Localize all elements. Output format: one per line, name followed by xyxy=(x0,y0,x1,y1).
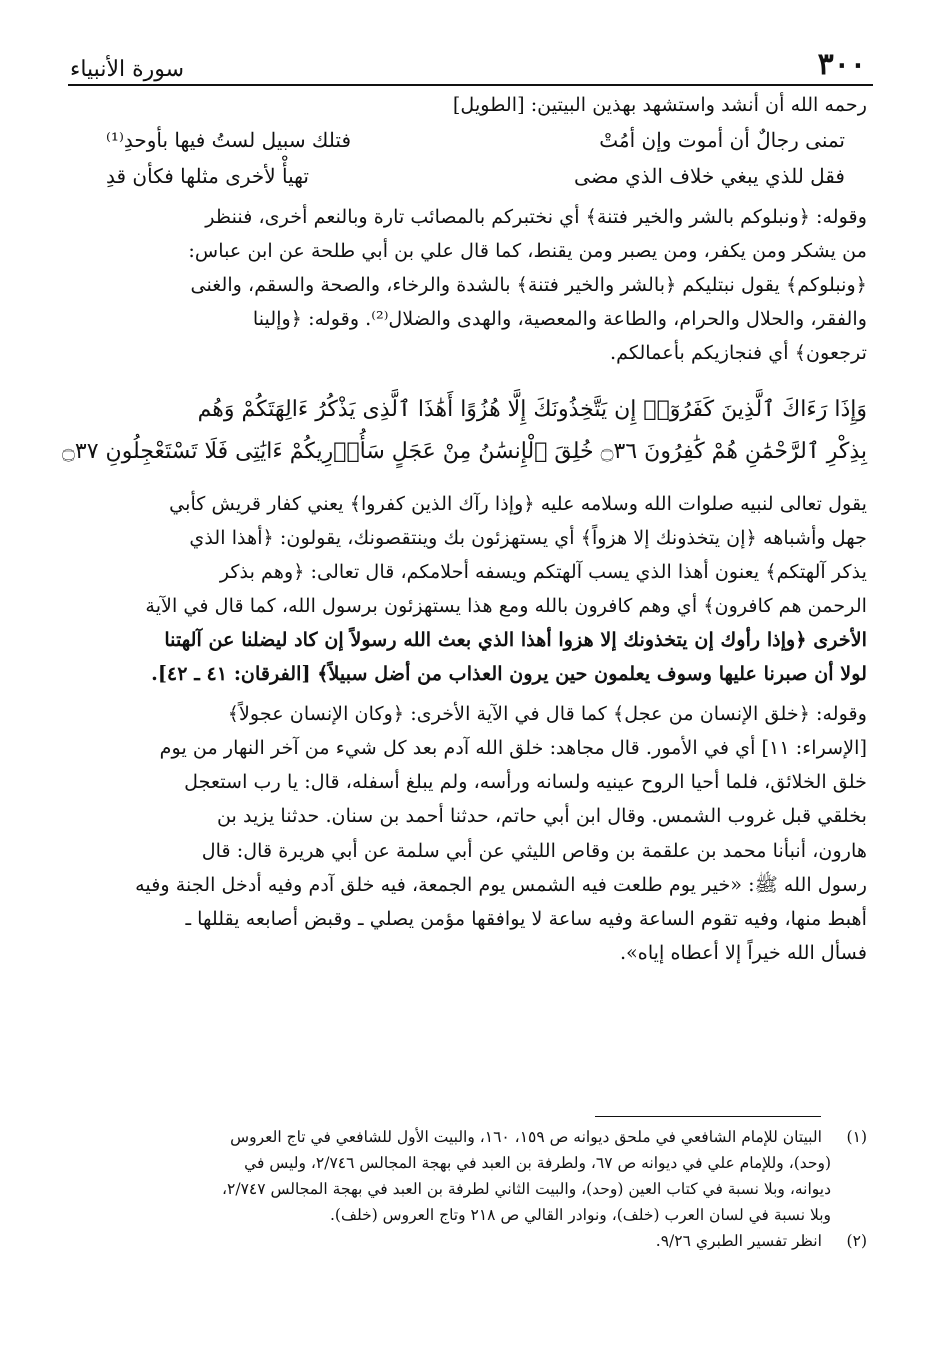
footnote-divider xyxy=(595,1116,821,1117)
poem-hemistich-second: تهيأْ لأخرى مثلها فكأن قدِ xyxy=(106,164,309,189)
footnote-number: (٢) xyxy=(846,1232,867,1250)
paragraph-line: ترجعون﴾ أي فنجازيكم بأعمالكم. xyxy=(610,341,867,365)
paragraph-line: بخلقي قبل غروب الشمس. وقال ابن أبي حاتم، حدثنا أحمد بن سنان. حدثنا يزيد بن xyxy=(216,804,867,828)
footnotes xyxy=(76,1124,867,1254)
paragraph-line: الأخرى ﴿وإذا رأوك إن يتخذونك إلا هزوا أهذا الذي بعث الله رسولاً إن كاد ليضلنا عن آلهتنا xyxy=(164,627,867,651)
paragraph-line: يقول تعالى لنبيه صلوات الله وسلامه عليه ﴿وإذا رآك الذين كفروا﴾ يعني كفار قريش كأبي xyxy=(169,491,867,515)
footnote-line xyxy=(76,1228,867,1254)
paragraph-line: يذكر آلهتكم﴾ يعنون أهذا الذي يسب آلهتكم ويسفه أحلامكم، قال تعالى: ﴿وهم بذكر xyxy=(219,559,867,583)
poem-verse xyxy=(76,158,867,194)
header-divider xyxy=(68,84,873,86)
paragraph-line: من يشكر ومن يكفر، ومن يصبر ومن يقنط، كما قال علي بن أبي طلحة عن ابن عباس: xyxy=(188,239,867,263)
paragraph-line: لولا أن صبرنا عليها وسوف يعلمون حين يرون العذاب من أضل سبيلاً﴾ [الفرقان: ٤١ ـ ٤٢]. xyxy=(151,662,867,686)
poem-hemistich-first: فقل للذي يبغي خلاف الذي مضى xyxy=(574,164,845,189)
poem-hemistich-second: فتلك سبيل لستُ فيها بأوحدِ⁽¹⁾ xyxy=(106,128,352,153)
paragraph-line: رسول الله ﷺ: «خير يوم طلعت فيه الشمس يوم الجمعة، فيه خلق آدم وفيه أدخل الجنة وفيه xyxy=(135,872,867,896)
paragraph-line: فسأل الله خيراً إلا أعطاه إياه». xyxy=(619,940,867,964)
footnote-line: ديوانه، وبلا نسبة في كتاب العين (وحد)، والبيت الثاني لطرفة بن العبد في بهجة المجالس ٢/٧٤٧، xyxy=(222,1180,831,1198)
paragraph-line: [الإسراء: ١١] أي في الأمور. قال مجاهد: خلق الله آدم بعد كل شيء من آخر النهار من يوم xyxy=(159,736,867,760)
surah-title: سورة الأنبياء xyxy=(70,57,185,82)
paragraph-line: جهل وأشباهه ﴿إن يتخذونك إلا هزواً﴾ أي يستهزئون بك وينتقصونك، يقولون: ﴿أهذا الذي xyxy=(189,525,867,549)
poem-hemistich-first: تمنى رجالٌ أن أموت وإن أمُتْ xyxy=(599,128,845,153)
paragraph-line: ﴿ونبلوكم﴾ يقول نبتليكم ﴿بالشر والخير فتنة﴾ بالشدة والرخاء، والصحة والسقم، والغنى xyxy=(190,273,867,297)
footnote-line: (وحد)، وللإمام علي في ديوانه ص ٦٧، ولطرفة بن العبد في بهجة المجالس ٢/٧٤٦، وليس في xyxy=(244,1154,831,1172)
footnote-line xyxy=(76,1124,867,1150)
footnote-line: وبلا نسبة في لسان العرب (خلف)، ونوادر القالي ص ٢١٨ وتاج العروس (خلف). xyxy=(329,1206,831,1224)
quran-line: وَإِذَا رَءَاكَ ٱلَّذِينَ كَفَرُوٓا۟ إِن يَتَّخِذُونَكَ إِلَّا هُزُوًا أَهَٰذَا ٱلَّذِى يَذْكُرُ ءَالِهَتَكُمْ وَهُم xyxy=(197,396,867,422)
footnote-text: انظر تفسير الطبري ٩/٢٦. xyxy=(655,1232,822,1250)
paragraph-line: أهبط منها، وفيه تقوم الساعة وفيه ساعة لا يوافقها مؤمن يصلي ـ وقبض أصابعه يقللها ـ xyxy=(185,906,867,930)
page-header xyxy=(70,42,866,82)
page-body xyxy=(62,88,867,970)
page-number: ٣٠٠ xyxy=(817,47,866,82)
paragraph-line: وقوله: ﴿ونبلوكم بالشر والخير فتنة﴾ أي نختبركم بالمصائب تارة وبالنعم أخرى، فننظر xyxy=(205,205,867,229)
paragraph-line: خلق الخلائق، فلما أحيا الروح عينيه ولسانه ورأسه، ولم يبلغ أسفله، قال: يا رب استعجل xyxy=(184,770,867,794)
intro-line: رحمه الله أن أنشد واستشهد بهذين البيتين: [الطويل] xyxy=(452,93,867,116)
footnote-text: البيتان للإمام الشافعي في ملحق ديوانه ص ١٥٩، ١٦٠، والبيت الأول للشافعي في تاج العروس xyxy=(230,1128,822,1146)
poem-verse xyxy=(76,122,867,158)
paragraph-line: والفقر، والحلال والحرام، والطاعة والمعصية، والهدى والضلال⁽²⁾. وقوله: ﴿وإلينا xyxy=(252,307,867,331)
paragraph-line: الرحمن هم كافرون﴾ أي وهم كافرون بالله ومع هذا يستهزئون برسول الله، كما قال في الآية xyxy=(145,593,867,617)
paragraph-line: هارون، أنبأنا محمد بن علقمة بن وقاص الليثي عن أبي سلمة عن أبي هريرة قال: قال xyxy=(201,838,867,862)
quran-line: بِذِكْرِ ٱلرَّحْمَٰنِ هُمْ كَٰفِرُونَ ۝٣٦ خُلِقَ ٱلْإِنسَٰنُ مِنْ عَجَلٍ سَأُو۟رِيكُمْ ءَايَٰتِى فَلَا تَسْتَعْجِلُونِ ۝٣٧ xyxy=(62,438,867,464)
footnote-number: (١) xyxy=(846,1128,867,1146)
paragraph-line: وقوله: ﴿خلق الإنسان من عجل﴾ كما قال في الآية الأخرى: ﴿وكان الإنسان عجولاً﴾ xyxy=(227,702,867,726)
quran-verses xyxy=(62,389,867,473)
